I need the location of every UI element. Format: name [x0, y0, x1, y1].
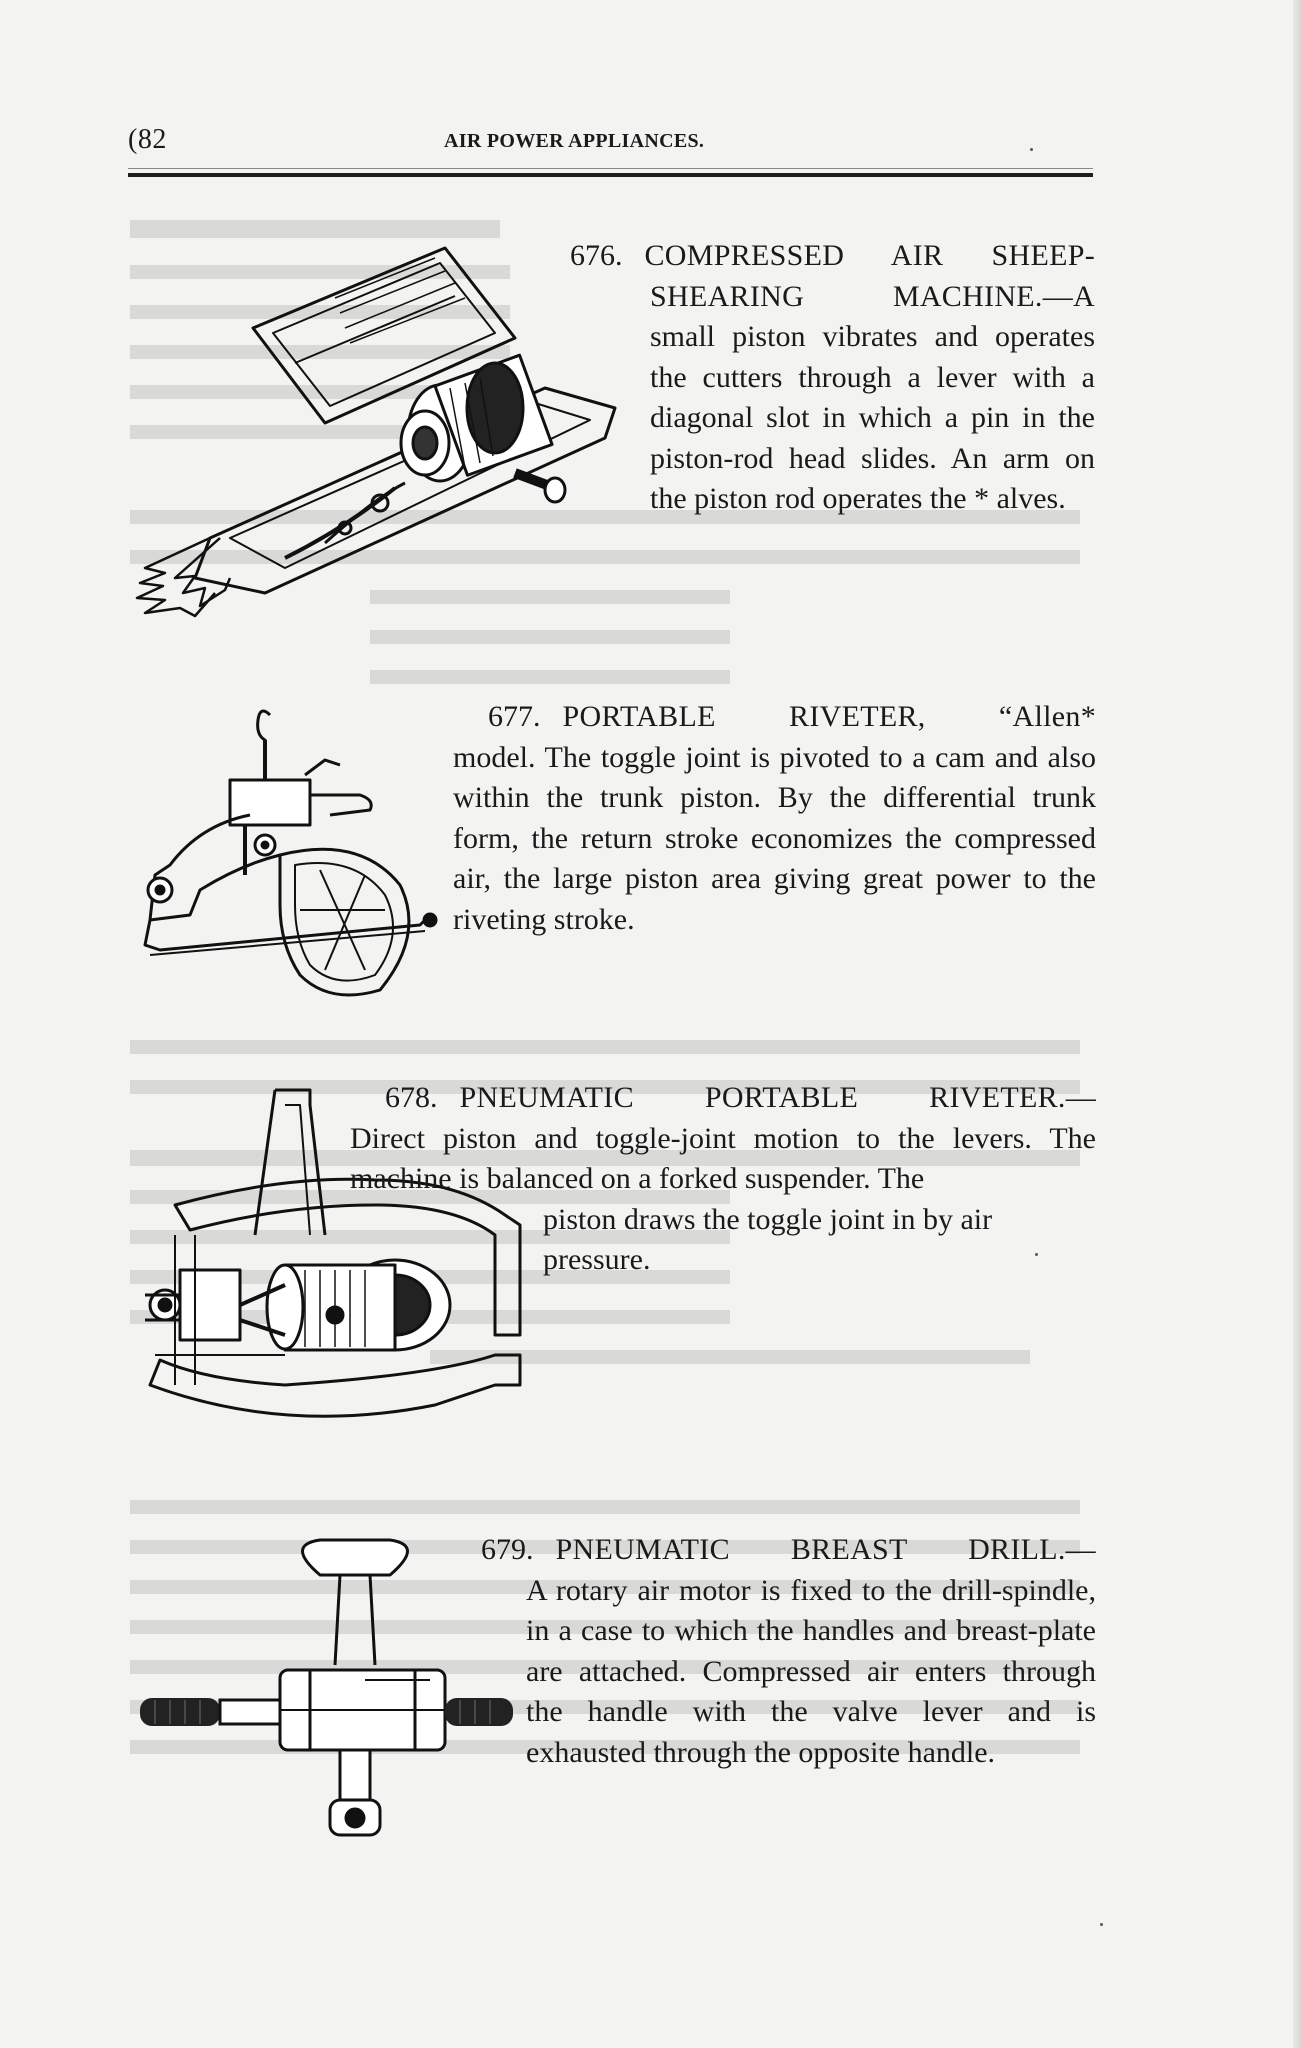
header-rule — [128, 173, 1093, 177]
entry-679 — [481, 1530, 1096, 1773]
entry-676-title-line2: SHEARING MACHINE.—A — [650, 279, 1095, 313]
entry-679-title: PNEUMATIC BREAST DRILL.— — [555, 1533, 1096, 1566]
entry-677 — [453, 697, 1096, 940]
running-title: AIR POWER APPLIANCES. — [444, 130, 705, 152]
entry-677-number: 677. — [488, 700, 541, 733]
entry-676-number: 676. — [570, 239, 623, 272]
entry-679-body: A rotary air motor is fixed to the drill-spindle, in a case to which the handles and breast-plate are attached. Compressed air enters through the handle with the valve lever and is exhausted through the opposite handle. — [526, 1573, 1096, 1769]
entry-676-title-line1: COMPRESSED AIR SHEEP- — [644, 239, 1095, 272]
entry-676 — [570, 236, 1095, 520]
print-speck — [1030, 148, 1033, 151]
header-thin-rule — [128, 168, 1093, 169]
portable-riveter-illustration — [130, 705, 450, 1005]
print-speck — [1100, 1923, 1103, 1926]
print-speck — [1035, 1253, 1038, 1256]
entry-677-first-line — [453, 697, 1096, 738]
entry-678-title: PNEUMATIC PORTABLE RIVETER.— — [459, 1081, 1096, 1114]
entry-678-body-wide: Direct piston and toggle-joint motion to the levers. The machine is balanced on a forked suspender. The — [350, 1121, 1096, 1195]
entry-676-first-line — [570, 236, 1095, 277]
entry-677-title: PORTABLE RIVETER, “Allen* — [562, 700, 1096, 733]
entry-679-first-line — [481, 1530, 1096, 1571]
page-header — [128, 124, 1093, 164]
page-edge — [1293, 0, 1301, 2048]
entry-676-body: small piston vibrates and operates the cutters through a lever with a diagonal slot in which a pin in the piston-rod head slides. An arm on the piston rod operates the * alves. — [650, 320, 1095, 515]
entry-678-number: 678. — [385, 1081, 438, 1114]
entry-678 — [350, 1078, 1096, 1281]
entry-679-number: 679. — [481, 1533, 534, 1566]
entry-678-first-line — [350, 1078, 1096, 1119]
page-number: (82 — [128, 124, 167, 155]
entry-678-body-narrow: piston draws the toggle joint in by air pressure. — [543, 1202, 993, 1276]
pneumatic-breast-drill-illustration — [135, 1535, 515, 1845]
entry-677-body: model. The toggle joint is pivoted to a cam and also within the trunk piston. By the differential trunk form, the return stroke economizes the compressed air, the large piston area giving great power to the riveting stroke. — [453, 740, 1096, 936]
entry-676-text-block — [570, 277, 1095, 520]
